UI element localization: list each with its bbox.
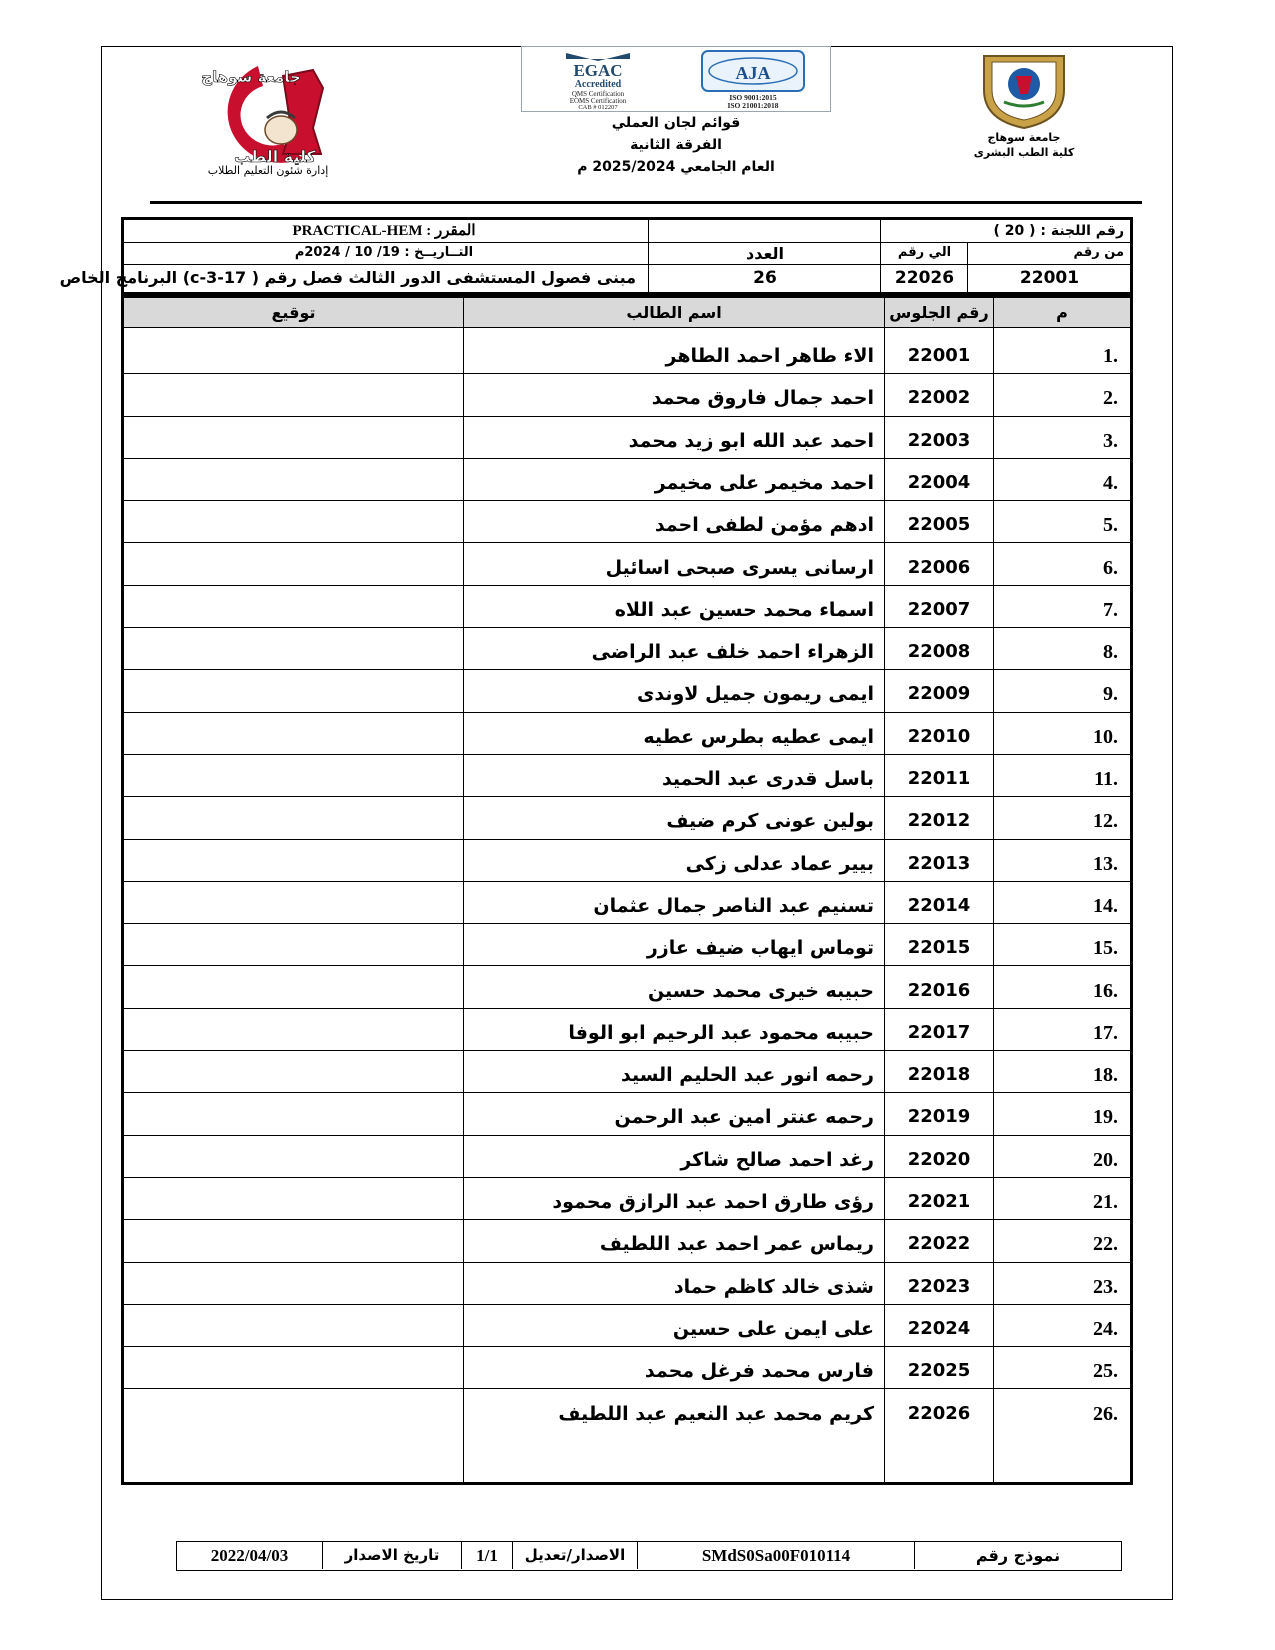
title-practical-lists: قوائم لجان العملي [611,115,741,131]
logo-arabic-text: جامعة سوهاج [201,68,301,86]
course-name: المقرر : PRACTICAL-HEM [292,223,476,239]
faculty-logo [163,58,343,168]
student-name: الزهراء احمد خلف عبد الراضى [591,641,874,664]
table-row [124,1093,1130,1135]
form-number-label: نموذج رقم [975,1546,1061,1565]
signature-cell [124,882,463,924]
table-row [124,459,1130,501]
aja-line-1: ISO 9001:2015 [729,93,777,102]
aja-title: AJA [735,63,771,83]
table-row [124,332,1130,374]
table-row [124,882,1130,924]
student-name: رحمه عنتر امين عبد الرحمن [614,1106,874,1129]
table-row [124,1347,1130,1389]
table-row [124,924,1130,966]
table-row [124,1263,1130,1305]
student-name: ايمى ريمون جميل لاوندى [636,683,874,706]
table-row [124,967,1130,1009]
seat-number: 22001 [907,345,971,366]
signature-cell [124,1051,463,1093]
document-header [101,46,1173,206]
row-index: 5. [1103,514,1118,537]
student-name: ادهم مؤمن لطفى احمد [654,514,874,537]
committee-number: رقم اللجنة : ( 20 ) [993,223,1124,239]
revision-label: الاصدار/تعديل [524,1546,626,1564]
seat-number: 22021 [907,1191,971,1212]
signature-cell [124,1347,463,1389]
seat-number: 22013 [907,852,971,874]
from-number-value: 22001 [1019,268,1080,288]
table-row [124,1390,1130,1432]
table-row [124,1136,1130,1178]
signature-cell [124,1093,463,1135]
seat-number: 22020 [907,1148,971,1170]
student-name: باسل قدرى عبد الحميد [661,768,874,790]
row-index: 6. [1103,556,1118,579]
table-row [124,501,1130,543]
signature-cell [124,586,463,628]
form-number-value: SMdS0Sa00F010114 [701,1546,851,1565]
signature-cell [124,417,463,459]
egac-title: EGAC [573,61,623,80]
header-signature: توقيع [271,303,316,322]
table-row [124,755,1130,797]
count-value: 26 [753,268,777,288]
table-row [124,840,1130,882]
student-name: ارسانى يسرى صبحى اسائيل [605,556,874,579]
from-number-label: من رقم [1073,245,1124,260]
student-name: الاء طاهر احمد الطاهر [665,345,874,367]
seat-number: 22002 [907,387,971,409]
signature-cell [124,797,463,839]
row-index: 16. [1093,979,1118,1002]
student-name: رحمه انور عبد الحليم السيد [620,1064,874,1087]
table-row [124,670,1130,712]
student-name: بولين عونى كرم ضيف [666,810,874,833]
signature-cell [124,628,463,670]
egac-sub: Accredited [574,79,622,90]
student-name: تسنيم عبد الناصر جمال عثمان [593,894,874,917]
seat-number: 22012 [907,810,971,832]
title-year-level: الفرقة الثانية [630,137,722,153]
header-seat-number: رقم الجلوس [889,303,989,322]
exam-info-block [59,217,1133,295]
seat-number: 22005 [907,514,971,536]
seat-number: 22004 [907,471,971,493]
form-footer [176,1541,1122,1571]
signature-cell [124,1178,463,1220]
row-index: 11. [1094,768,1118,790]
seat-number: 22019 [907,1106,971,1128]
seat-number: 22014 [907,894,971,916]
issue-date-value: 2022/04/03 [210,1546,289,1565]
row-index: 23. [1093,1275,1118,1298]
row-index: 13. [1093,852,1118,875]
table-row [124,544,1130,586]
signature-cell [124,459,463,501]
student-name: رؤى طارق احمد عبد الرازق محمود [552,1191,874,1213]
student-name: اسماء محمد حسين عبد اللاه [614,598,874,621]
row-index: 21. [1093,1191,1118,1213]
signature-cell [124,1390,463,1432]
student-affairs-caption: إدارة شئون التعليم الطلاب [207,164,329,177]
table-row [124,1220,1130,1262]
row-index: 20. [1093,1148,1118,1171]
row-index: 1. [1103,345,1118,367]
egac-line-1: QMS Certification [571,90,625,98]
row-index: 8. [1103,641,1118,664]
egac-logo [526,49,671,109]
seat-number: 22011 [907,768,971,789]
student-name: احمد عبد الله ابو زيد محمد [628,429,874,452]
table-header [124,298,1130,328]
signature-cell [124,755,463,797]
table-row [124,1305,1130,1347]
signature-cell [124,374,463,416]
title-academic-year: العام الجامعي 2025/2024 م [577,159,775,175]
signature-cell [124,332,463,374]
signature-cell [124,1305,463,1347]
seat-number: 22003 [907,429,971,451]
table-row [124,1178,1130,1220]
student-name: ريماس عمر احمد عبد اللطيف [599,1233,874,1256]
row-index: 3. [1103,429,1118,452]
seat-number: 22008 [907,641,971,663]
row-index: 17. [1093,1021,1118,1044]
signature-cell [124,501,463,543]
signature-cell [124,1220,463,1262]
row-index: 19. [1093,1106,1118,1129]
exam-location: مبنى فصول المستشفى الدور الثالث فصل رقم ( c-3-17) البرنامج الخاص [59,268,636,287]
row-index: 24. [1093,1317,1118,1340]
signature-cell [124,1009,463,1051]
university-seal [974,50,1074,130]
seat-number: 22009 [907,683,971,705]
to-number-label: الي رقم [897,245,952,260]
to-number-value: 22026 [894,268,955,288]
count-label: العدد [746,244,784,263]
header-student-name: اسم الطالب [626,303,722,322]
signature-cell [124,713,463,755]
seat-number: 22026 [907,1402,971,1424]
table-row [124,417,1130,459]
row-index: 18. [1093,1064,1118,1087]
row-index: 22. [1093,1233,1118,1256]
faculty-name: كلية الطب البشرى [973,146,1075,159]
table-row [124,797,1130,839]
student-name: فارس محمد فرغل محمد [644,1360,874,1383]
seat-number: 22010 [907,725,971,747]
table-row [124,586,1130,628]
table-row [124,1051,1130,1093]
seat-number: 22017 [907,1021,971,1043]
signature-cell [124,924,463,966]
student-name: توماس ايهاب ضيف عازر [646,937,874,960]
row-index: 2. [1103,387,1118,410]
row-index: 9. [1103,683,1118,706]
student-name: شذى خالد كاظم حماد [673,1275,874,1298]
seat-number: 22024 [907,1317,971,1339]
seat-number: 22022 [907,1233,971,1255]
student-name: بيير عماد عدلى زكى [685,852,874,875]
student-name: ايمى عطيه بطرس عطيه [643,725,874,748]
row-index: 12. [1093,810,1118,833]
signature-cell [124,544,463,586]
seat-number: 22023 [907,1275,971,1297]
exam-date: التــاريــخ : 19/ 10 / 2024م [294,245,474,260]
table-row [124,374,1130,416]
student-name: احمد مخيمر على مخيمر [654,471,874,494]
logo-arabic-subtext: كلية الطب [234,147,316,166]
row-index: 10. [1093,725,1118,748]
student-name: احمد جمال فاروق محمد [651,387,874,410]
header-divider [150,201,1142,204]
row-index: 15. [1093,937,1118,960]
signature-cell [124,840,463,882]
student-name: رغد احمد صالح شاكر [680,1148,874,1171]
seat-number: 22006 [907,556,971,578]
seat-number: 22018 [907,1064,971,1086]
egac-line-3: CAB # 012207 [578,104,618,111]
row-index: 25. [1093,1360,1118,1383]
aja-line-2: ISO 21001:2018 [727,101,779,110]
signature-cell [124,1136,463,1178]
seat-number: 22007 [907,598,971,620]
signature-cell [124,967,463,1009]
student-name: حبيبه خيرى محمد حسين [647,979,874,1002]
table-row [124,628,1130,670]
university-name: جامعة سوهاج [987,131,1061,144]
row-index: 26. [1093,1402,1118,1425]
seat-number: 22016 [907,979,971,1001]
student-name: على ايمن على حسين [672,1317,874,1340]
seat-number: 22025 [907,1360,971,1382]
issue-date-label: تاريخ الاصدار [344,1546,440,1564]
aja-logo [698,49,808,109]
table-row [124,1009,1130,1051]
certification-logos [521,46,831,112]
students-table [121,295,1133,1485]
row-index: 4. [1103,471,1118,494]
university-caption [963,130,1085,160]
revision-value: 1/1 [476,1546,498,1565]
row-index: 14. [1093,894,1118,917]
header-index: م [1056,303,1068,322]
student-name: كريم محمد عبد النعيم عبد اللطيف [558,1402,874,1425]
document-titles [521,112,831,178]
signature-cell [124,670,463,712]
table-row [124,713,1130,755]
egac-line-2: EOMS Certification [569,97,627,105]
row-index: 7. [1103,598,1118,621]
seat-number: 22015 [907,937,971,959]
student-name: حبيبه محمود عبد الرحيم ابو الوفا [568,1021,874,1044]
signature-cell [124,1263,463,1305]
